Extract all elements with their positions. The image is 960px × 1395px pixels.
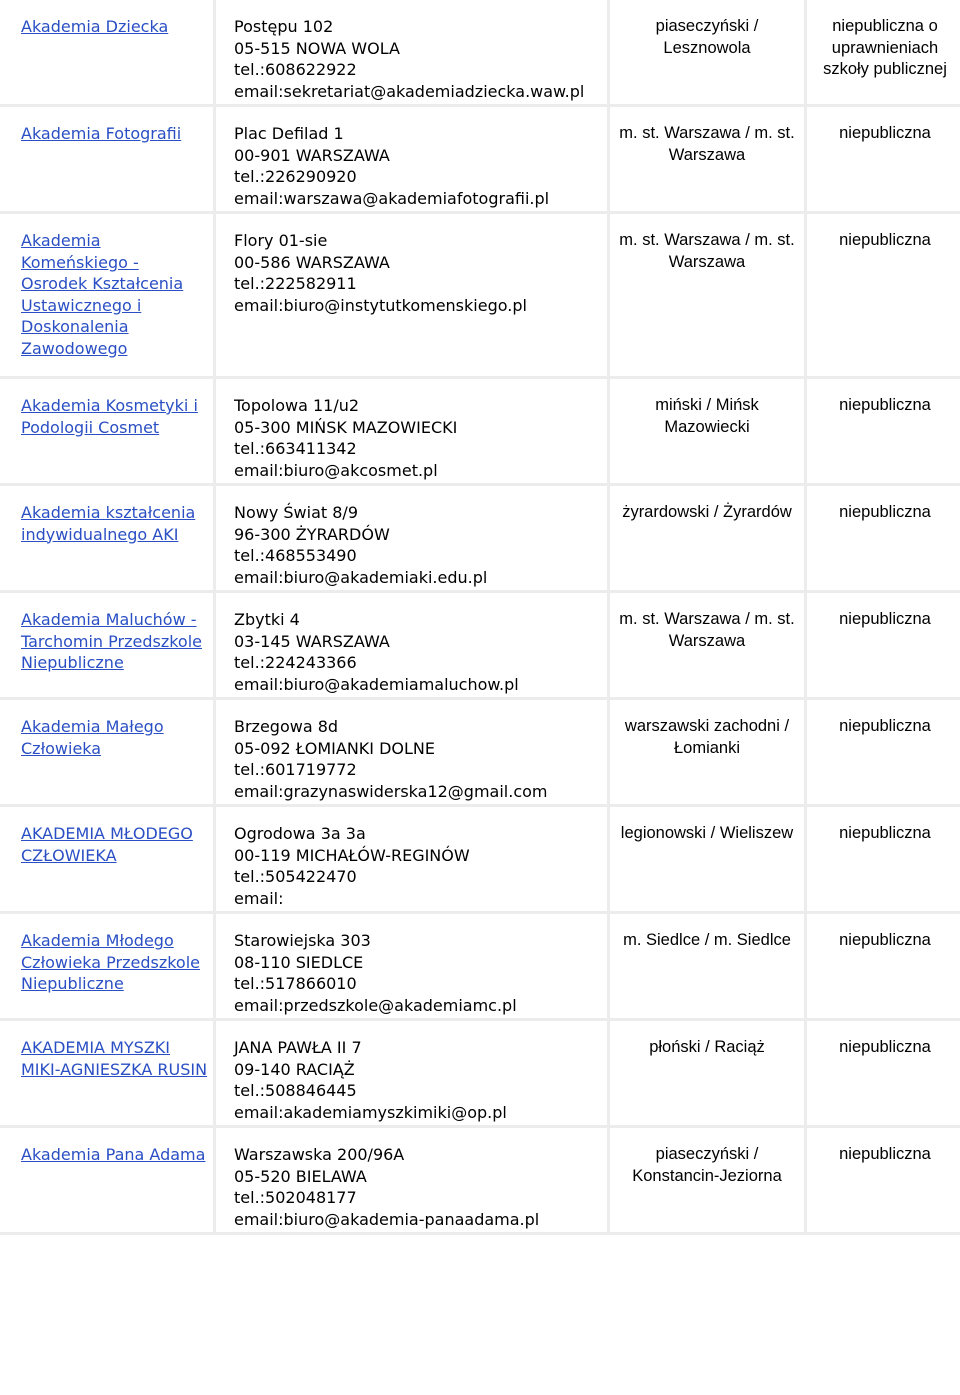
school-type-cell: niepubliczna [807,1128,960,1232]
school-name-cell [0,593,213,697]
table-row [0,1128,960,1232]
address-cell [216,807,607,911]
street: Plac Defilad 1 [234,124,344,143]
email: email:grazynaswiderska12@gmail.com [234,781,548,801]
phone: tel.:608622922 [234,60,357,79]
school-name-link[interactable]: AKADEMIA MŁODEGO CZŁOWIEKA [21,824,193,865]
phone: tel.:468553490 [234,546,357,565]
district-cell: m. st. Warszawa / m. st. Warszawa [610,593,804,697]
email: email:sekretariat@akademiadziecka.waw.pl [234,81,585,101]
phone: tel.:222582911 [234,274,357,293]
school-name-cell [0,807,213,911]
school-type-cell: niepubliczna [807,379,960,483]
street: Postępu 102 [234,17,334,36]
address-cell [216,214,607,376]
school-name-link[interactable]: Akademia Maluchów - Tarchomin Przedszkole Niepubliczne [21,610,202,672]
school-type-cell: niepubliczna [807,700,960,804]
school-type-cell: niepubliczna [807,214,960,376]
phone: tel.:224243366 [234,653,357,672]
school-type-cell: niepubliczna [807,914,960,1018]
table-row [0,107,960,211]
postal-city: 00-586 WARSZAWA [234,252,390,272]
school-name-link[interactable]: Akademia Kosmetyki i Podologii Cosmet [21,396,198,437]
table-row [0,214,960,376]
school-type-cell: niepubliczna [807,107,960,211]
address-cell [216,700,607,804]
phone: tel.:663411342 [234,439,357,458]
phone: tel.:226290920 [234,167,357,186]
street: Ogrodowa 3a 3a [234,824,366,843]
phone: tel.:601719772 [234,760,357,779]
postal-city: 96-300 ŻYRARDÓW [234,524,390,544]
address-cell [216,1021,607,1125]
district-cell: m. Siedlce / m. Siedlce [610,914,804,1018]
district-cell: legionowski / Wieliszew [610,807,804,911]
school-name-link[interactable]: Akademia kształcenia indywidualnego AKI [21,503,196,544]
table-row [0,700,960,804]
street: Starowiejska 303 [234,931,371,950]
email: email:przedszkole@akademiamc.pl [234,995,517,1015]
school-name-link[interactable]: Akademia Małego Człowieka [21,717,164,758]
address-cell [216,0,607,104]
postal-city: 00-901 WARSZAWA [234,145,390,165]
school-name-link[interactable]: AKADEMIA MYSZKI MIKI-AGNIESZKA RUSIN [21,1038,208,1079]
school-type-cell: niepubliczna [807,593,960,697]
email: email:biuro@instytutkomenskiego.pl [234,295,527,315]
street: Warszawska 200/96A [234,1145,405,1164]
email: email:biuro@akademia-panaadama.pl [234,1209,540,1229]
district-cell: piaseczyński / Lesznowola [610,0,804,104]
school-name-link[interactable]: Akademia Komeńskiego - Osrodek Kształcenia Ustawicznego i Doskonalenia Zawodowego [21,231,184,358]
school-name-link[interactable]: Akademia Młodego Człowieka Przedszkole Niepubliczne [21,931,201,993]
street: Zbytki 4 [234,610,300,629]
table-row [0,379,960,483]
district-cell: płoński / Raciąż [610,1021,804,1125]
postal-city: 00-119 MICHAŁÓW-REGINÓW [234,845,470,865]
school-name-cell [0,214,213,376]
table-row [0,0,960,104]
postal-city: 03-145 WARSZAWA [234,631,390,651]
email: email:warszawa@akademiafotografii.pl [234,188,550,208]
email: email:biuro@akademiamaluchow.pl [234,674,519,694]
school-name-cell [0,1021,213,1125]
address-cell [216,486,607,590]
school-type-cell: niepubliczna [807,1021,960,1125]
district-cell: miński / Mińsk Mazowiecki [610,379,804,483]
street: Nowy Świat 8/9 [234,503,358,522]
school-type-cell: niepubliczna [807,807,960,911]
school-name-cell [0,1128,213,1232]
email: email: [234,888,284,908]
table-row [0,486,960,590]
email: email:biuro@akademiaki.edu.pl [234,567,488,587]
table-row [0,593,960,697]
phone: tel.:517866010 [234,974,357,993]
school-name-link[interactable]: Akademia Fotografii [21,124,182,143]
postal-city: 05-515 NOWA WOLA [234,38,400,58]
address-cell [216,1128,607,1232]
postal-city: 05-520 BIELAWA [234,1166,367,1186]
school-type-cell: niepubliczna o uprawnieniach szkoły publicznej [807,0,960,104]
email: email:biuro@akcosmet.pl [234,460,438,480]
address-cell [216,379,607,483]
street: Topolowa 11/u2 [234,396,360,415]
phone: tel.:502048177 [234,1188,357,1207]
postal-city: 05-300 MIŃSK MAZOWIECKI [234,417,458,437]
street: Flory 01-sie [234,231,328,250]
table-row [0,914,960,1018]
street: JANA PAWŁA II 7 [234,1038,362,1057]
district-cell: piaseczyński / Konstancin-Jeziorna [610,1128,804,1232]
school-name-cell [0,107,213,211]
school-name-cell [0,0,213,104]
postal-city: 05-092 ŁOMIANKI DOLNE [234,738,435,758]
district-cell: m. st. Warszawa / m. st. Warszawa [610,107,804,211]
postal-city: 08-110 SIEDLCE [234,952,364,972]
district-cell: m. st. Warszawa / m. st. Warszawa [610,214,804,376]
district-cell: warszawski zachodni / Łomianki [610,700,804,804]
phone: tel.:508846445 [234,1081,357,1100]
school-type-cell: niepubliczna [807,486,960,590]
address-cell [216,107,607,211]
school-name-cell [0,486,213,590]
school-name-cell [0,379,213,483]
district-cell: żyrardowski / Żyrardów [610,486,804,590]
email: email:akademiamyszkimiki@op.pl [234,1102,507,1122]
school-name-link[interactable]: Akademia Dziecka [21,17,169,36]
street: Brzegowa 8d [234,717,339,736]
table-row [0,807,960,911]
phone: tel.:505422470 [234,867,357,886]
school-name-cell [0,700,213,804]
address-cell [216,593,607,697]
table-row [0,1021,960,1125]
address-cell [216,914,607,1018]
school-name-cell [0,914,213,1018]
postal-city: 09-140 RACIĄŻ [234,1059,355,1079]
school-name-link[interactable]: Akademia Pana Adama [21,1145,206,1164]
